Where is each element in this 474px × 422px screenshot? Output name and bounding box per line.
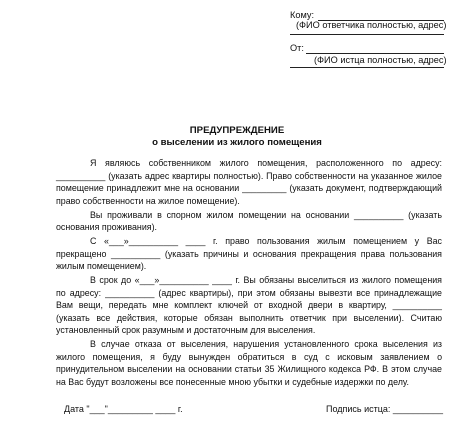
date-field: Дата "___"_________ ____ г.: [64, 404, 183, 414]
sender-hint: (ФИО истца полностью, адрес): [314, 55, 447, 65]
paragraph-ownership: Я являюсь собственником жилого помещения, расположенного по адресу: __________ (указать адрес квартиры полностью). Право собственности на указанное жилое помещение принадлежит мне на основании _________ (указать документ, подтверждающий право собственности на жилое помещение).: [56, 158, 442, 206]
sender-line: [306, 53, 444, 54]
paragraph-termination: С «___»__________ ____ г. право пользования жилым помещением у Вас прекращено __________ (указать причины и основания прекращения права пользования жилым помещением).: [56, 235, 442, 272]
paragraph-residence-basis: Вы проживали в спорном жилом помещении на основании __________ (указать основания проживания).: [56, 209, 442, 233]
recipient-label: Кому:: [290, 10, 315, 20]
sender-row: [290, 43, 448, 53]
recipient-row: [290, 10, 448, 20]
recipient-line-2: [290, 34, 444, 35]
document-subtitle: о выселении из жилого помещения: [152, 137, 322, 148]
sender-line-2: [290, 67, 444, 68]
paragraph-eviction-deadline: В срок до «___»__________ ____ г. Вы обязаны выселиться из жилого помещения по адресу: __________ (адрес квартиры), при этом обязаны вывезти все принадлежащие Вам вещи, передать мне комплект ключей от входной двери в квартиру, __________ (указать все действия, которые обязан выполнить ответчик при выселении). Считаю установленный срок разумным и достаточным для выселения.: [56, 274, 442, 336]
paragraph-court-warning: В случае отказа от выселения, нарушения установленного срока выселения из жилого помещения, я буду вынужден обратиться в суд с исковым заявлением о принудительном выселении на основании статьи 35 Жилищного кодекса РФ. В этом случае на Вас будут возложены все понесенные мною убытки и судебные издержки по делу.: [56, 339, 442, 387]
sender-label: От:: [290, 43, 304, 53]
signature-field: Подпись истца: __________: [326, 404, 443, 414]
document-title: ПРЕДУПРЕЖДЕНИЕ: [189, 125, 285, 136]
recipient-hint: (ФИО ответчика полностью, адрес): [296, 20, 447, 30]
document-body: [56, 157, 442, 390]
